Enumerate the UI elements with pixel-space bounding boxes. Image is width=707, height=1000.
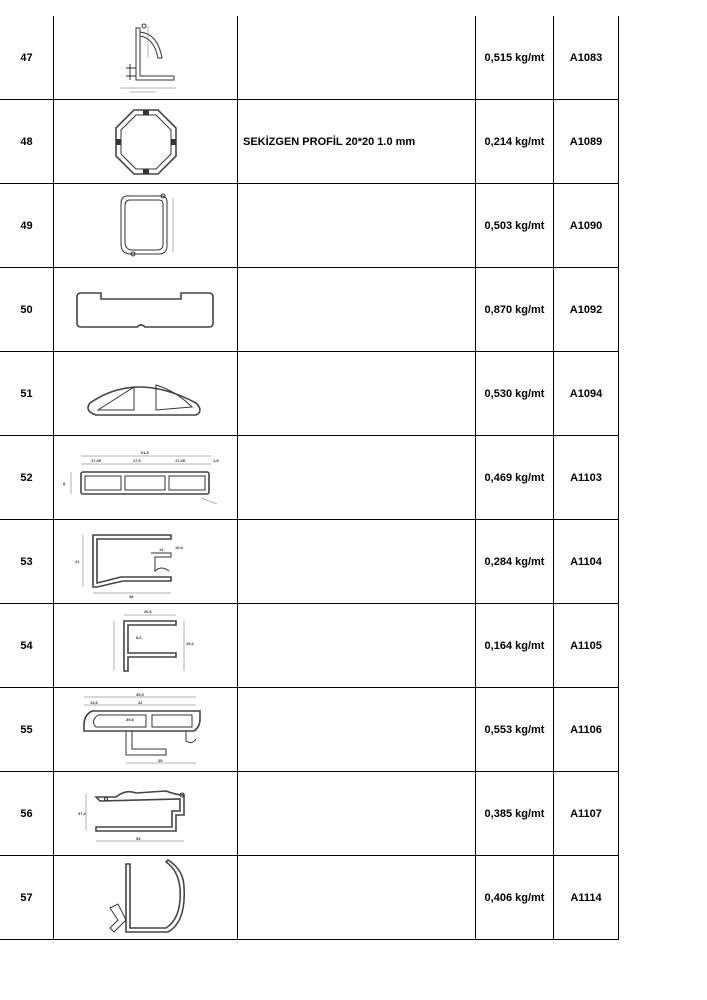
dim-b: 10,8 <box>174 544 183 550</box>
product-code: A1104 <box>554 520 619 604</box>
table-row <box>0 16 619 100</box>
dim-c2: 17,6 <box>132 457 141 463</box>
product-code: A1106 <box>554 688 619 772</box>
dim-edge: 1,5 <box>212 457 219 463</box>
table-row <box>0 856 619 940</box>
weight-value: 0,214 kg/mt <box>476 100 554 184</box>
profile-drawing-cell <box>54 520 238 604</box>
row-number: 54 <box>0 604 54 688</box>
dim-w: 38 <box>128 593 133 599</box>
profile-a1106-drawing <box>66 691 226 769</box>
description <box>238 856 476 940</box>
dim-c: 39,8 <box>125 716 134 722</box>
product-code: A1103 <box>554 436 619 520</box>
row-number: 55 <box>0 688 54 772</box>
profile-catalog-table-wrap <box>0 16 707 940</box>
product-code: A1107 <box>554 772 619 856</box>
weight-value: 0,530 kg/mt <box>476 352 554 436</box>
description <box>238 16 476 100</box>
table-row <box>0 436 619 520</box>
profile-drawing-cell <box>54 352 238 436</box>
row-number: 48 <box>0 100 54 184</box>
weight-value: 0,515 kg/mt <box>476 16 554 100</box>
dim-w: 20,6 <box>143 608 152 614</box>
profile-drawing-cell <box>54 100 238 184</box>
dim-c3: 17,45 <box>174 457 185 463</box>
dim-height: 8 <box>62 480 65 486</box>
product-code: A1105 <box>554 604 619 688</box>
profile-drawing-cell <box>54 772 238 856</box>
profile-drawing-cell <box>54 856 238 940</box>
table-row <box>0 184 619 268</box>
dim-c1: 17,45 <box>90 457 101 463</box>
profile-catalog-table <box>0 16 619 940</box>
profile-a1104-drawing <box>71 525 221 599</box>
profile-a1094-drawing <box>76 367 216 421</box>
table-row <box>0 352 619 436</box>
profile-a1107-drawing <box>76 775 216 853</box>
product-code: A1089 <box>554 100 619 184</box>
profile-drawing-cell <box>54 604 238 688</box>
weight-value: 0,469 kg/mt <box>476 436 554 520</box>
dim-w: 49,5 <box>135 691 144 697</box>
profile-a1103-drawing <box>61 448 231 508</box>
dim-a: 8,6 <box>135 634 142 640</box>
dim-h: 21 <box>74 558 79 564</box>
octagon-profile-drawing <box>110 106 182 178</box>
row-number: 52 <box>0 436 54 520</box>
product-code: A1083 <box>554 16 619 100</box>
profile-a1083-drawing <box>106 18 186 98</box>
product-code: A1090 <box>554 184 619 268</box>
profile-a1114-drawing <box>96 858 196 938</box>
dim-w: 54 <box>135 835 140 841</box>
row-number: 51 <box>0 352 54 436</box>
product-code: A1094 <box>554 352 619 436</box>
description <box>238 184 476 268</box>
table-row <box>0 772 619 856</box>
description <box>238 772 476 856</box>
table-row <box>0 268 619 352</box>
dim-b: 22 <box>137 699 142 705</box>
description <box>238 604 476 688</box>
description: SEKİZGEN PROFİL 20*20 1.0 mm <box>238 100 476 184</box>
weight-value: 0,870 kg/mt <box>476 268 554 352</box>
row-number: 50 <box>0 268 54 352</box>
profile-a1092-drawing <box>71 285 221 335</box>
dim-h: 19,2 <box>185 640 194 646</box>
product-code: A1092 <box>554 268 619 352</box>
weight-value: 0,284 kg/mt <box>476 520 554 604</box>
row-number: 49 <box>0 184 54 268</box>
profile-drawing-cell <box>54 16 238 100</box>
row-number: 53 <box>0 520 54 604</box>
description <box>238 268 476 352</box>
profile-a1105-drawing <box>96 607 196 685</box>
description <box>238 520 476 604</box>
dim-d: 25 <box>157 757 162 763</box>
table-row <box>0 604 619 688</box>
product-code: A1114 <box>554 856 619 940</box>
profile-a1090-drawing <box>111 188 181 264</box>
row-number: 56 <box>0 772 54 856</box>
dim-total: 61,5 <box>140 449 149 455</box>
table-row <box>0 520 619 604</box>
profile-drawing-cell <box>54 688 238 772</box>
row-number: 57 <box>0 856 54 940</box>
profile-drawing-cell <box>54 268 238 352</box>
weight-value: 0,553 kg/mt <box>476 688 554 772</box>
dim-a: 13 <box>158 546 163 552</box>
dim-a: 37,2 <box>77 810 86 816</box>
table-row <box>0 100 619 184</box>
weight-value: 0,385 kg/mt <box>476 772 554 856</box>
dim-a: 13,6 <box>89 699 98 705</box>
description <box>238 688 476 772</box>
profile-drawing-cell <box>54 184 238 268</box>
weight-value: 0,406 kg/mt <box>476 856 554 940</box>
description <box>238 352 476 436</box>
weight-value: 0,503 kg/mt <box>476 184 554 268</box>
table-row <box>0 688 619 772</box>
description <box>238 436 476 520</box>
weight-value: 0,164 kg/mt <box>476 604 554 688</box>
profile-drawing-cell <box>54 436 238 520</box>
row-number: 47 <box>0 16 54 100</box>
